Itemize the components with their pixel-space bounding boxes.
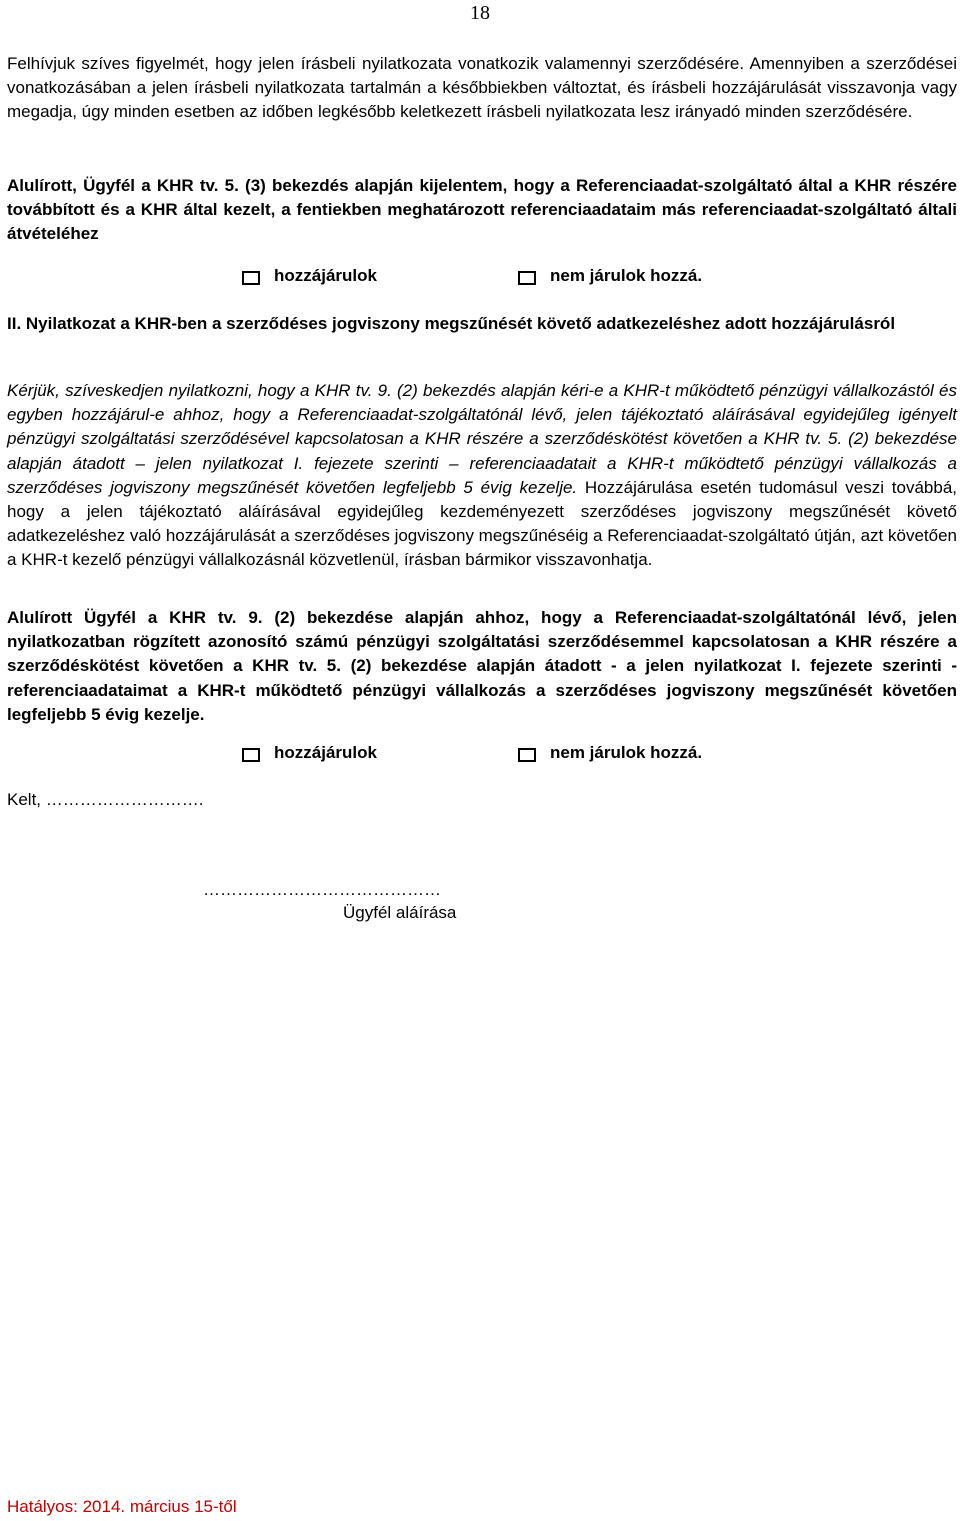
checkbox-icon[interactable] <box>518 271 536 285</box>
consent-choice-row-2 <box>0 743 960 769</box>
request-text: Kérjük, szíveskedjen nyilatkozni, hogy a KHR tv. 9. (2) bekezdés alapján kéri-e a KHR-t működtető pénzügyi vállalkozástól és egyben hozzájárul-e ahhoz, hogy a Referenciaadat-szolgáltatónál lévő, jelen tájékoztató aláírásával egyidejűleg igényelt pénzügyi szolgáltatási szerződésével kapcsolatosan a KHR részére a szerződéskötést követően a KHR tv. 5. (2) bekezdése alapján átadott – jelen nyilatkozat I. fejezete szerinti – referenciaadatait a KHR-t működtető pénzügyi vállalkozás a szerződéses jogviszony megszűnését követően legfeljebb 5 évig kezelje. <box>7 381 957 497</box>
agree-label: hozzájárulok <box>274 266 377 285</box>
signature-label: Ügyfél aláírása <box>343 903 457 922</box>
disagree-option-2[interactable] <box>518 743 702 763</box>
revocation-text: Hozzájárulása esetén tudomásul veszi továbbá, hogy a jelen tájékoztató aláírásával egyidejűleg kezdeményezett szerződéses jogviszony megszűnését követő adatkezeléshez való hozzájárulását a szerződéses jogviszony megszűnéséig a Referenciaadat-szolgáltató útján, azt követően a KHR-t kezelő pénzügyi vállalkozásnál közvetlenül, írásban bármikor visszavonhatja. <box>7 477 957 570</box>
agree-option-1[interactable] <box>242 266 377 286</box>
consent-statement-1: Alulírott, Ügyfél a KHR tv. 5. (3) bekezdés alapján kijelentem, hogy a Referenciaadat-szolgáltató által a KHR részére továbbított és a KHR által kezelt, a fentiekben meghatározott referenciaadataim más referenciaadat-szolgáltató általi átvételéhez <box>7 176 957 244</box>
section-2-title: II. Nyilatkozat a KHR-ben a szerződéses jogviszony megszűnését követő adatkezeléshez adott hozzájárulásról <box>7 314 896 333</box>
checkbox-icon[interactable] <box>242 271 260 285</box>
checkbox-icon[interactable] <box>242 748 260 762</box>
disagree-label: nem járulok hozzá. <box>550 266 703 285</box>
consent-choice-row-1 <box>0 266 960 292</box>
agree-label: hozzájárulok <box>274 743 377 762</box>
disagree-label: nem járulok hozzá. <box>550 743 703 762</box>
agree-option-2[interactable] <box>242 743 377 763</box>
date-place-field[interactable]: Kelt, ………………………. <box>7 790 204 809</box>
section-2-body <box>7 379 957 573</box>
page-number: 18 <box>470 2 490 24</box>
disagree-option-1[interactable] <box>518 266 702 286</box>
consent-statement-2: Alulírott Ügyfél a KHR tv. 9. (2) bekezdése alapján ahhoz, hogy a Referenciaadat-szolgáltatónál lévő, jelen nyilatkozatban rögzített azonosító számú pénzügyi szolgáltatási szerződésemmel kapcsolatosan a KHR részére a szerződéskötést követően a KHR tv. 5. (2) bekezdése alapján átadott - a jelen nyilatkozat I. fejezete szerinti - referenciaadataimat a KHR-t működtető pénzügyi vállalkozás a szerződéses jogviszony megszűnését követően legfeljebb 5 évig kezelje. <box>7 608 957 724</box>
effective-date-footer: Hatályos: 2014. március 15-től <box>7 1497 237 1516</box>
intro-paragraph: Felhívjuk szíves figyelmét, hogy jelen írásbeli nyilatkozata vonatkozik valamennyi szerződésére. Amennyiben a szerződései vonatkozásában a jelen írásbeli nyilatkozata tartalmán a későbbiekben változtat, és írásbeli hozzájárulását visszavonja vagy megadja, úgy minden esetben az időben legkésőbb keletkezett írásbeli nyilatkozata lesz irányadó minden szerződésére. <box>7 54 957 122</box>
signature-line[interactable]: …………………………………… <box>203 880 441 899</box>
checkbox-icon[interactable] <box>518 748 536 762</box>
